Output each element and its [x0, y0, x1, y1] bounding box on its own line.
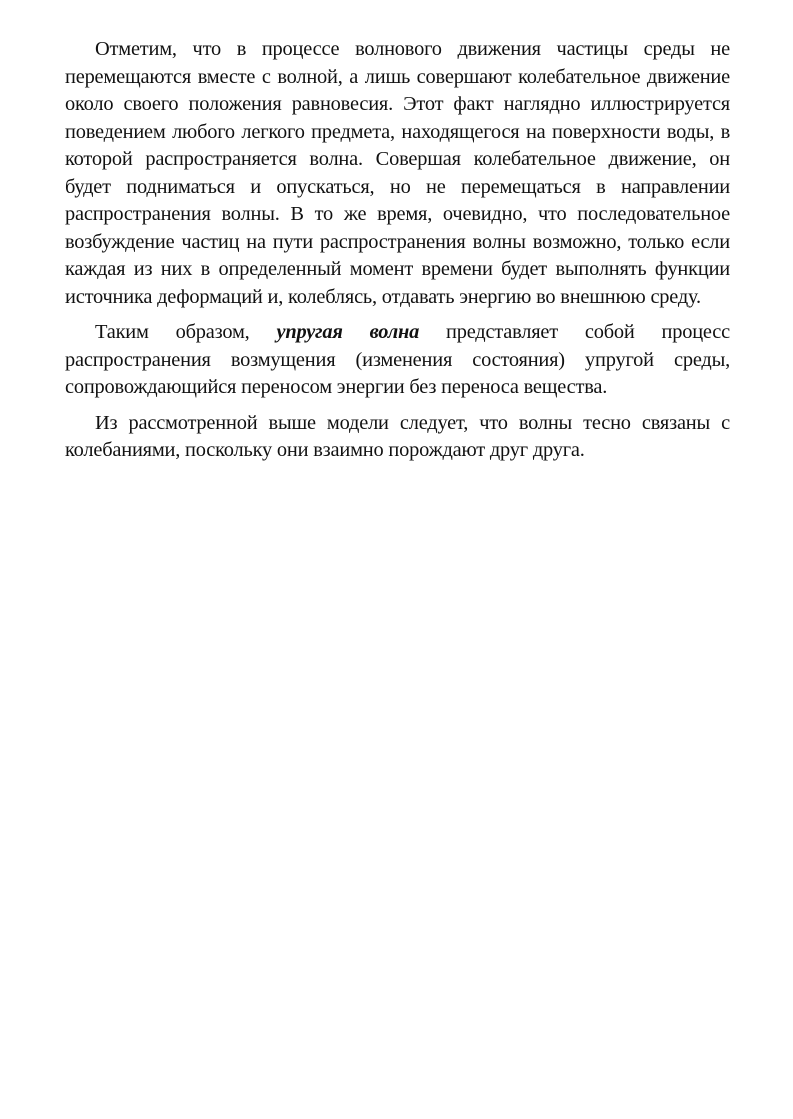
paragraph-elastic-wave-definition — [65, 319, 730, 402]
paragraph-wave-motion: Отметим, что в процессе волнового движения частицы среды не перемещаются вместе с волной, а лишь совершают колебательное движение около своего положения равновесия. Этот факт наглядно иллюстрируется поведением любого легкого предмета, находящегося на поверхности воды, в которой распространяется волна. Совершая колебательное движение, он будет подниматься и опускаться, но не перемещаться в направлении распространения волны. В то же время, очевидно, что последовательное возбуждение частиц на пути распространения волны возможно, только если каждая из них в определенный момент времени будет выполнять функции источника деформаций и, колеблясь, отдавать энергию во внешнюю среду. — [65, 38, 730, 308]
page-body — [65, 36, 730, 473]
definition-lead-text: Таким образом, — [95, 321, 277, 343]
definition-body-text: представляет собой процесс распространения возмущения (изменения состояния) упругой среды, сопровождающийся переносом энергии без переноса вещества. — [65, 321, 730, 398]
paragraph-waves-and-oscillations: Из рассмотренной выше модели следует, что волны тесно связаны с колебаниями, поскольку они взаимно порождают друг друга. — [65, 411, 730, 461]
defined-term: упругая волна — [276, 321, 420, 343]
